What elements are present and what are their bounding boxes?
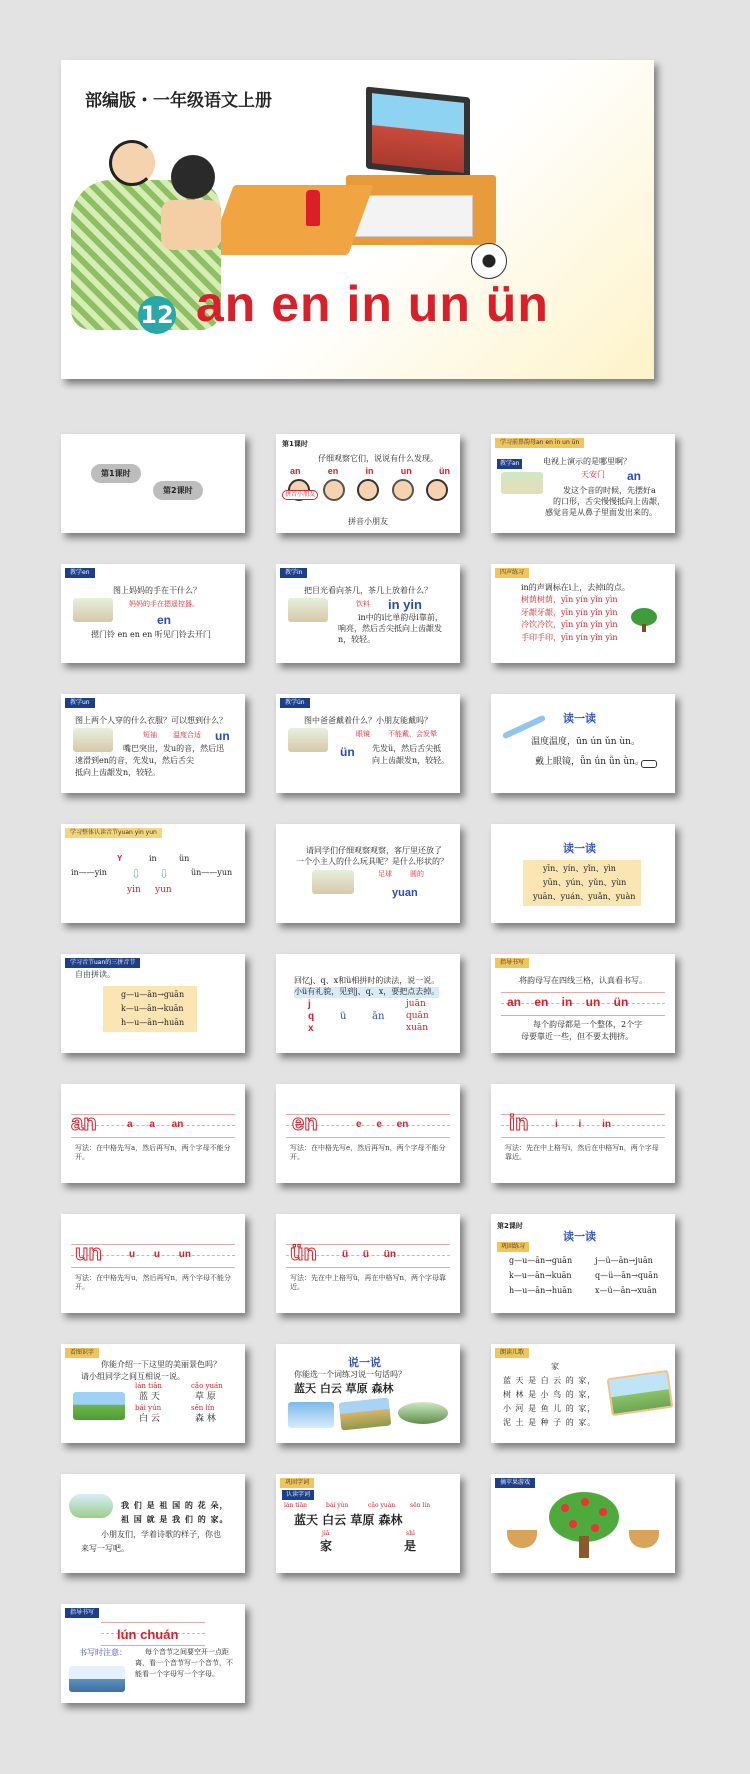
pinyin-yuan: yuan [392, 887, 418, 899]
tv-thumb [501, 472, 543, 494]
tone-line: 冷饮冷饮，yīn yín yǐn yìn [521, 620, 618, 630]
char-shi: 是 [404, 1539, 417, 1553]
pinyin-senlin: sēn lín [410, 1502, 431, 1509]
result-quan: quān [406, 1011, 429, 1021]
pinyin-lantian: lán tiān [284, 1502, 308, 1509]
text-line-2: 速滑到en的音，先发u，然后舌尖 [75, 756, 195, 765]
text-line-1: 将韵母写在四线三格，认真看书写。 [519, 976, 647, 985]
spell-line: k—u—ān→kuān [509, 1271, 572, 1280]
letter-en: en [327, 466, 339, 476]
big-letter: un [75, 1240, 102, 1265]
read-line-1: yīn、yín、yǐn、yìn [543, 864, 616, 873]
letter-un: ün [179, 854, 190, 863]
teach-badge: 教学en [65, 568, 95, 578]
slide-en[interactable] [61, 564, 245, 663]
writing-note: 写法：在中格先写a，然后再写n，两个字母不能分开。 [75, 1144, 231, 1162]
small-letters: i i in [555, 1119, 611, 1130]
tone-line: 树荫树荫，yīn yín yǐn yìn [521, 595, 618, 605]
rule-left: in——yin [71, 868, 107, 877]
tree-trunk [579, 1536, 589, 1558]
glasses-thumb [288, 728, 328, 752]
writing-note: 写法：先在中上格写ü，再在中格写n，两个字母靠近。 [290, 1274, 447, 1292]
soccer-ball-icon [471, 243, 507, 279]
pinyin-an: an [627, 469, 642, 483]
slide-read-1[interactable] [491, 694, 675, 793]
pinyin-en: en [157, 613, 172, 627]
letter-in: in [149, 854, 157, 863]
slide-jqx[interactable] [276, 954, 460, 1053]
word-lantian: 蓝 天 [139, 1392, 160, 1402]
word-football: 足球 [378, 870, 392, 878]
teach-badge: 教学un [65, 698, 95, 708]
pinyin-jia: jiā [322, 1530, 330, 1537]
big-letter: an [71, 1110, 97, 1135]
spell-line: h—u—ān→huān [509, 1286, 573, 1295]
pinyin-baiyun: bái yún [135, 1404, 162, 1412]
basket-icon[interactable] [629, 1530, 659, 1548]
question-text: 图上两个人穿的什么衣服？可以想到什么？ [75, 716, 227, 725]
slide-write-un-umlaut[interactable] [276, 1214, 460, 1313]
slide-un-umlaut[interactable] [276, 694, 460, 793]
writing-note: 写法：在中格先写e，然后再写n，两个字母不能分开。 [290, 1144, 446, 1162]
word-row: 蓝天 白云 草原 森林 [294, 1513, 403, 1527]
slide-write-un[interactable] [61, 1214, 245, 1313]
text-line-2: 向上齿龈发n，较轻。 [372, 756, 450, 765]
sky-thumb [288, 1402, 334, 1428]
teach-badge: 教学an [497, 459, 522, 469]
slide-poem[interactable] [491, 1344, 675, 1443]
playground-thumb [607, 1370, 674, 1416]
small-letters: e e en [356, 1119, 409, 1130]
apple-icon[interactable] [581, 1498, 589, 1506]
text-line-2: 离，看一个音节写一个音节，不 [135, 1659, 233, 1667]
slide-apple-game[interactable] [491, 1474, 675, 1573]
section-tag: 摘苹果游戏 [495, 1478, 535, 1488]
teach-badge: 教学in [280, 568, 307, 578]
letter-x: x [308, 1023, 314, 1034]
tree-trunk [642, 624, 646, 632]
word-dizzy: 不能戴，会发晕 [388, 730, 437, 738]
instruction: 你能选一个词练习说一句话吗？ [294, 1370, 406, 1379]
basket-icon[interactable] [507, 1530, 537, 1548]
tv-cabinet-front [351, 195, 473, 237]
pinyin-un-umlaut: ün [340, 745, 355, 759]
ball-thumb [312, 870, 354, 894]
apple-icon[interactable] [599, 1508, 607, 1516]
spell-line: q—ü—ān→quān [595, 1271, 659, 1280]
section-tag: 指导书写 [495, 958, 529, 968]
pinyin-caoyuan: cǎo yuán [368, 1502, 396, 1509]
drink-thumb [288, 598, 328, 622]
slide-uan[interactable] [61, 954, 245, 1053]
big-letter: in [509, 1110, 529, 1135]
apple-icon[interactable] [591, 1524, 599, 1532]
slide-title: 说一说 [348, 1356, 381, 1369]
lesson2-cloud[interactable]: 第2课时 [153, 481, 203, 500]
section-tag: 学习前鼻韵母an en in un ün [495, 438, 584, 448]
writing-note: 写法：在中格先写u，然后再写n，两个字母不能分开。 [75, 1274, 232, 1292]
pinyin-shi: shì [406, 1530, 415, 1537]
text-line-3: 抵向上齿龈发n，较轻。 [75, 768, 161, 777]
tone-lines [521, 582, 630, 644]
word-round: 圆的 [410, 870, 424, 878]
children-thumb [69, 1494, 113, 1518]
girl-figure [171, 155, 215, 199]
slide-syllables[interactable] [61, 824, 245, 923]
sub-tag: 认读字词 [282, 1490, 314, 1500]
section-tag: 四声练习 [495, 568, 529, 578]
read-line-1: 温度温度，ūn ún ǔn ùn。 [531, 737, 640, 747]
spell-line: j—ü—ān→juān [595, 1256, 653, 1265]
slide-practice[interactable] [491, 1214, 675, 1313]
tea-table [208, 185, 373, 255]
small-letters: a a an [127, 1119, 184, 1130]
word-row: 蓝天 白云 草原 森林 [294, 1382, 394, 1395]
arrow-down-icon: ⇩ [159, 867, 170, 881]
section-tag: 指导书写 [65, 1608, 99, 1618]
spell-line-3: h—u—ān→huān [121, 1018, 185, 1027]
word-glasses: 眼镜 [356, 730, 370, 738]
text-line-3: 感觉音是从鼻子里面发出来的。 [545, 508, 657, 517]
spell-line: g—u—ān→guān [509, 1256, 573, 1265]
dad-figure [109, 140, 155, 186]
note-label: 书写时注意： [79, 1648, 127, 1657]
text-line-1: 请同学们仔细观察观察，客厅里还放了 [306, 846, 442, 855]
small-letters: u u un [129, 1249, 191, 1260]
text-line-1: 回忆j、q、x和ü相拼时的读法，说一说。 [294, 976, 440, 985]
slide-say[interactable] [276, 1344, 460, 1443]
text-line-3: 母要靠近一些，但不要太拥挤。 [521, 1032, 633, 1041]
question-text: 图上妈妈的手在干什么？ [113, 586, 201, 595]
slide-writing-guide[interactable] [491, 954, 675, 1053]
slide-scenery[interactable] [61, 1344, 245, 1443]
glasses-icon [641, 760, 657, 768]
tone-line: 牙龈牙龈，yīn yín yǐn yìn [521, 607, 618, 617]
text-line-2: 请小组同学之间互相说一说。 [81, 1372, 185, 1381]
syllable-yun: yun [155, 885, 172, 895]
text-line-2: 的口形，舌尖慢慢抵向上齿龈， [553, 497, 665, 506]
read-line-2: yūn、yún、yǔn、yùn [543, 878, 627, 887]
question-text: 电视上演示的是哪里啊？ [543, 457, 631, 466]
slide-title: 读一读 [563, 712, 596, 725]
pinyin-lunchuan: lún chuán [117, 1627, 179, 1642]
poem-line: 蓝 天 是 白 云 的 家， [503, 1376, 597, 1385]
letter-un-umlaut: ün [438, 466, 450, 476]
cover-headline: an en in un ün [196, 276, 549, 332]
section-tag: 学习音节uan的三拼音节 [65, 958, 140, 968]
slide-lessons[interactable] [61, 434, 245, 533]
question-text: 图中爸爸戴着什么？小朋友能戴吗？ [304, 716, 432, 725]
rhyme-line: 摁门铃 en en en 听见门铃去开门 [91, 630, 211, 639]
poem-line: 祖 国 就 是 我 们 的 家。 [121, 1514, 229, 1524]
word-senlin: 森 林 [195, 1414, 216, 1424]
lesson-head: 第2课时 [497, 1222, 523, 1230]
slide-an[interactable] [491, 434, 675, 533]
text-line-3: n，较轻。 [338, 635, 376, 644]
forest-thumb [398, 1402, 448, 1424]
syllable-yin: yin [127, 885, 141, 895]
poem-line: 小 河 是 鱼 儿 的 家， [503, 1404, 597, 1413]
final-an: ān [372, 1011, 385, 1022]
word-temperature: 温度合适 [173, 731, 201, 739]
pinyin-caoyuan: cǎo yuán [191, 1382, 223, 1390]
section-tag: 学习整体认读音节yuan yin yun [65, 828, 162, 838]
answer-text: 妈妈的手在摁遥控器。 [129, 600, 199, 608]
slide-write-in[interactable] [491, 1084, 675, 1183]
text-line-1: 每个音节之间要空开一点距 [145, 1648, 229, 1656]
small-letters: ü ü ün [342, 1249, 396, 1260]
text-line-2: 来写一写吧。 [81, 1544, 129, 1553]
slide-write-en[interactable] [276, 1084, 460, 1183]
slide-yuan[interactable] [276, 824, 460, 923]
text-line-3: 能看一个字母写一个字母。 [135, 1670, 219, 1678]
letter-an: an [290, 466, 301, 476]
section-tag: 朗读儿歌 [495, 1348, 529, 1358]
poem-line: 泥 土 是 种 子 的 家。 [503, 1418, 597, 1427]
cover-title: 部编版・一年级语文上册 [85, 91, 272, 111]
lesson-head: 第1课时 [282, 440, 308, 448]
slide-tones[interactable] [491, 564, 675, 663]
slide-read-2[interactable] [491, 824, 675, 923]
remote-thumb [73, 598, 113, 622]
instruction: 自由拼读。 [75, 970, 115, 979]
spell-line-1: g—u—ān→guān [121, 990, 185, 999]
slide-write-lunchuan[interactable] [61, 1604, 245, 1703]
cover-slide[interactable] [61, 60, 654, 379]
word-baiyun: 白 云 [139, 1414, 160, 1424]
text-line-2: 每个韵母都是一个整体，2个字 [533, 1020, 643, 1029]
pinyin-baiyun: bái yún [326, 1502, 349, 1509]
vowel-row: an en in un ün [507, 995, 629, 1009]
slide-title: 读一读 [563, 1230, 596, 1243]
question-text: 把目光看向茶几，茶几上放着什么？ [304, 586, 432, 595]
ship-thumb [69, 1666, 125, 1692]
text-line-1: 发这个音的时候，先摆好a [563, 486, 656, 495]
char-jia: 家 [320, 1539, 333, 1553]
pinyin-lantian: lán tiān [135, 1382, 162, 1390]
apple-icon[interactable] [561, 1504, 569, 1512]
meadow-thumb [339, 1397, 392, 1430]
section-tag: 巩固字词 [280, 1478, 314, 1488]
poem-title: 家 [551, 1362, 559, 1371]
vowel-letters [290, 465, 450, 477]
text-line-1: 你能介绍一下这里的美丽景色吗？ [101, 1360, 221, 1369]
text-line-1: in中的i比单韵母i靠前， [358, 613, 443, 622]
clothes-thumb [73, 728, 113, 752]
writing-note: 写法：先在中上格写i，然后在中格写n，两个字母靠近。 [505, 1144, 659, 1162]
letter-un: un [400, 466, 412, 476]
letter-u-umlaut: ü [340, 1011, 347, 1022]
text-line-2: 小ü有礼貌，见到j、q、x，要把点去掉。 [294, 987, 440, 996]
text-line-1: 小朋友们，学着诗歌的样子，你也 [101, 1530, 221, 1539]
spell-line: x—ü—ān→xuān [595, 1286, 657, 1295]
kids-tag: 拼音小朋友 [282, 490, 318, 500]
word-short-sleeve: 短袖 [143, 731, 157, 739]
tone-line: 手印手印，yīn yín yǐn yìn [521, 632, 618, 642]
bottle-icon [306, 190, 320, 226]
read-line-3: yuān、yuán、yuǎn、yuàn [533, 892, 636, 901]
text-line-1: 嘴巴突出，发u的音，然后迅 [123, 744, 225, 753]
pinyin-in-yin: in yin [388, 597, 422, 612]
intro-text: 仔细观察它们，说说有什么发现。 [318, 454, 438, 463]
text-line-2: 一个小主人的什么玩具呢？是什么形状的？ [296, 857, 448, 866]
pinyin-senlin: sēn lín [191, 1404, 215, 1412]
apple-icon[interactable] [569, 1520, 577, 1528]
slide-un[interactable] [61, 694, 245, 793]
kids-caption: 拼音小朋友 [348, 517, 388, 526]
teach-badge: 教学ün [280, 698, 310, 708]
pinyin-un: un [215, 729, 230, 743]
tone-line: in的声调标在i上，去掉i的点。 [521, 583, 630, 592]
poem-line: 我 们 是 祖 国 的 花 朵， [121, 1500, 229, 1510]
slide-write-an[interactable] [61, 1084, 245, 1183]
letter-q: q [308, 1011, 315, 1022]
result-xuan: xuān [406, 1023, 429, 1033]
text-line-2: 响亮，然后舌尖抵向上齿龈发 [338, 624, 442, 633]
slide-in[interactable] [276, 564, 460, 663]
big-letter: ün [290, 1240, 317, 1265]
word-drink: 饮料 [356, 600, 370, 608]
rule-right: ün——yun [191, 868, 233, 877]
slide-title: 读一读 [563, 842, 596, 855]
section-tag: 看图识字 [65, 1348, 99, 1358]
text-line-1: 先发ü，然后舌尖抵 [372, 744, 442, 753]
slide-pinyin-kids[interactable] [276, 434, 460, 533]
poem-line: 树 林 是 小 鸟 的 家， [503, 1390, 597, 1399]
section-tag: 巩固练习 [497, 1242, 529, 1252]
letter-y: Y [117, 854, 123, 863]
read-line-2: 戴上眼镜，ǖn ǘn ǚn ǜn。 [535, 757, 644, 767]
spell-line-2: k—u—ān→kuān [121, 1004, 184, 1013]
arrow-down-icon: ⇩ [131, 867, 142, 881]
lesson1-cloud[interactable]: 第1课时 [91, 464, 141, 483]
word-tiananmen: 天安门 [581, 470, 605, 479]
result-juan: juān [406, 999, 426, 1009]
grassland-thumb [73, 1392, 125, 1420]
lesson-number-badge: 12 [138, 296, 176, 334]
word-caoyuan: 草 原 [195, 1392, 216, 1402]
big-letter: en [292, 1110, 318, 1135]
letter-j: j [308, 999, 311, 1010]
slide-words[interactable] [276, 1474, 460, 1573]
tv-illustration [366, 87, 470, 180]
slide-motherland[interactable] [61, 1474, 245, 1573]
letter-in: in [365, 466, 374, 476]
girl-shirt [161, 200, 221, 250]
